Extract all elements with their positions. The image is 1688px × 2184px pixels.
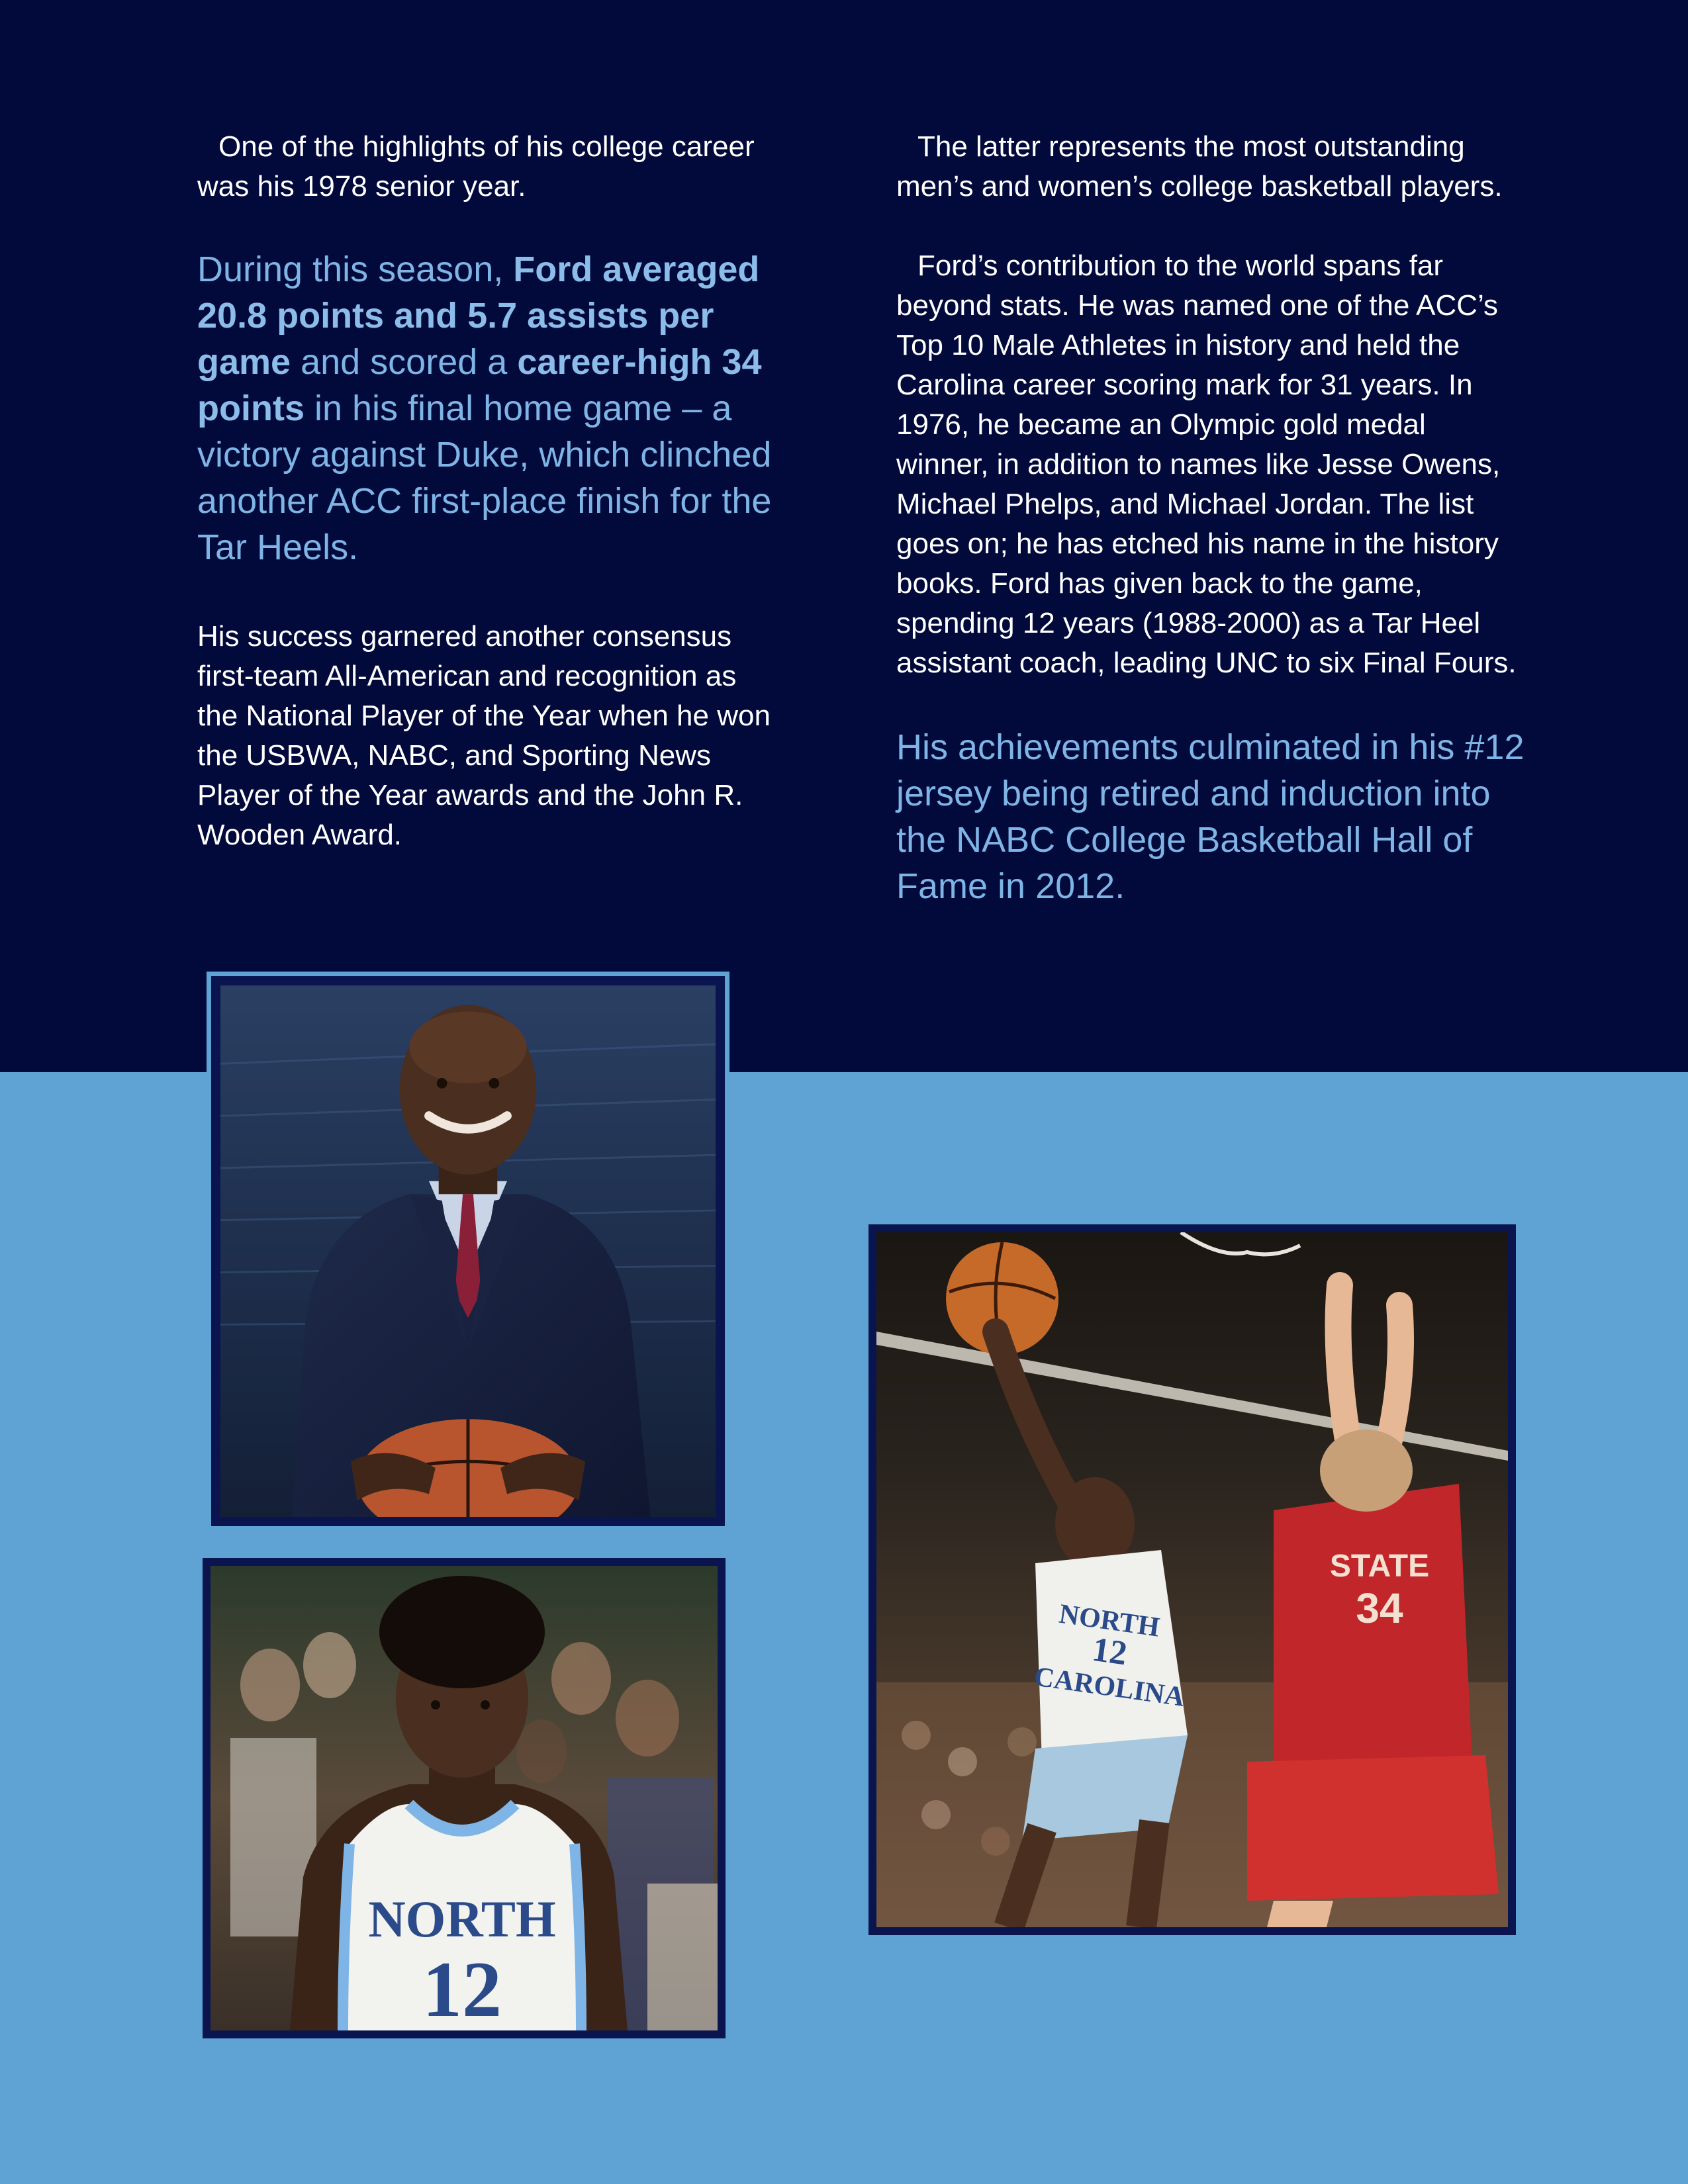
player-jersey-name: NORTH [368, 1890, 556, 1948]
coach-portrait-image [220, 985, 716, 1517]
player-closeup-image [211, 1566, 718, 2030]
player-closeup-photo [203, 1558, 726, 2038]
game-action-image [876, 1232, 1508, 1927]
pull-quote-bold-1: Ford averaged 20.8 points and 5.7 assists per game [197, 250, 760, 382]
left-pull-quote [197, 246, 780, 570]
action-jersey-number: 12 [1090, 1630, 1130, 1673]
opponent-jersey-number: 34 [1356, 1584, 1403, 1632]
left-column [197, 127, 780, 855]
pull-quote-text-1: During this season, [197, 250, 514, 289]
right-pull-quote: His achievements culminated in his #12 jersey being retired and induction into the NABC College Basketball Hall of Fame in 2012. [896, 727, 1524, 906]
action-jersey-name: NORTH [1057, 1598, 1162, 1643]
pull-quote-bold-2: career-high 34 points [197, 342, 762, 428]
coach-portrait-photo [207, 972, 729, 1531]
pull-quote-text-3: in his final home game – a victory against Duke, which clinched another ACC first-place finish for the Tar Heels. [197, 388, 772, 567]
opponent-jersey-name: STATE [1329, 1549, 1430, 1584]
right-column [896, 127, 1525, 909]
action-jersey-school: CAROLINA [1032, 1661, 1187, 1713]
game-action-photo [868, 1224, 1516, 1935]
left-intro-paragraph: One of the highlights of his college career was his 1978 senior year. [197, 130, 755, 203]
player-jersey-number: 12 [422, 1945, 502, 2030]
right-contribution-paragraph: Ford’s contribution to the world spans far beyond stats. He was named one of the ACC’s Top 10 Male Athletes in history and held the Carolina career scoring mark for 31 years. In 1976, he became an Olympic gold medal winner, in addition to names like Jesse Owens, Michael Phelps, and Michael Jordan. The list goes on; he has etched his name in the history books. Ford has given back to the game, spending 12 years (1988-2000) as a Tar Heel assistant coach, leading UNC to six Final Fours. [896, 250, 1517, 679]
pull-quote-text-2: and scored a [291, 342, 518, 382]
left-success-paragraph: His success garnered another consensus first-team All-American and recognition as the National Player of the Year when he won the USBWA, NABC, and Sporting News Player of the Year awards and the John R. Wooden Award. [197, 620, 771, 851]
right-intro-paragraph: The latter represents the most outstanding men’s and women’s college basketball players. [896, 130, 1503, 203]
